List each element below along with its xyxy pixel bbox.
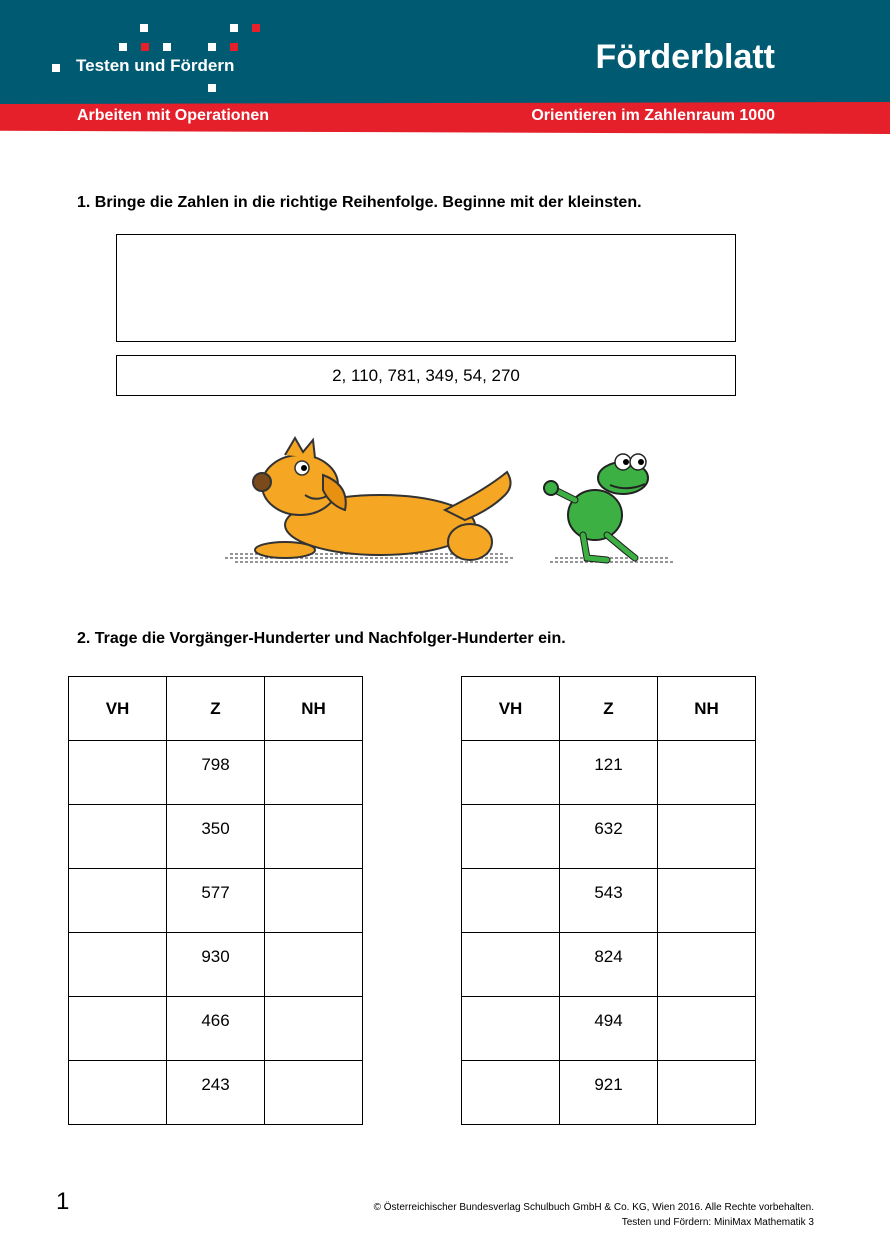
vh-answer-cell[interactable]: [69, 741, 167, 805]
z-value-cell: 243: [167, 1061, 265, 1125]
task2-instruction: 2. Trage die Vorgänger-Hunderter und Nachfolger-Hunderter ein.: [77, 630, 566, 647]
logo-square: [230, 24, 238, 32]
table-header-row: [69, 677, 363, 741]
logo-square: [208, 84, 216, 92]
vh-answer-cell[interactable]: [69, 869, 167, 933]
table-row: [69, 869, 363, 933]
table-row: [462, 805, 756, 869]
nh-answer-cell[interactable]: [658, 741, 756, 805]
table-row: [69, 741, 363, 805]
nh-answer-cell[interactable]: [658, 1061, 756, 1125]
z-value-cell: 121: [560, 741, 658, 805]
logo-square: [252, 24, 260, 32]
nh-answer-cell[interactable]: [265, 869, 363, 933]
nh-answer-cell[interactable]: [658, 869, 756, 933]
vh-answer-cell[interactable]: [69, 805, 167, 869]
table-header-row: [462, 677, 756, 741]
logo-square: [52, 64, 60, 72]
series-name: Testen und Fördern: MiniMax Mathematik 3: [621, 1217, 814, 1228]
logo-text: Testen und Fördern: [76, 56, 235, 75]
table-row: [462, 741, 756, 805]
table-row: [462, 933, 756, 997]
z-value-cell: 466: [167, 997, 265, 1061]
dog-icon: [253, 438, 511, 560]
column-header-nh: NH: [658, 677, 756, 741]
nh-answer-cell[interactable]: [265, 741, 363, 805]
vh-answer-cell[interactable]: [69, 1061, 167, 1125]
column-header-z: Z: [167, 677, 265, 741]
frog-icon: [544, 454, 648, 560]
header-bar: [0, 0, 890, 104]
column-header-z: Z: [560, 677, 658, 741]
copyright-notice: © Österreichischer Bundesverlag Schulbuch GmbH & Co. KG, Wien 2016. Alle Rechte vorbehalten.: [373, 1202, 814, 1213]
logo-square: [140, 24, 148, 32]
nh-answer-cell[interactable]: [265, 997, 363, 1061]
task2-table-right: [461, 676, 756, 1125]
z-value-cell: 921: [560, 1061, 658, 1125]
logo-square: [230, 43, 238, 51]
z-value-cell: 494: [560, 997, 658, 1061]
subtitle-topic: Arbeiten mit Operationen: [77, 107, 270, 124]
vh-answer-cell[interactable]: [69, 997, 167, 1061]
table-row: [462, 869, 756, 933]
task1-answer-box[interactable]: [116, 234, 736, 342]
z-value-cell: 632: [560, 805, 658, 869]
logo-square: [141, 43, 149, 51]
vh-answer-cell[interactable]: [462, 805, 560, 869]
task1-instruction: 1. Bringe die Zahlen in die richtige Reihenfolge. Beginne mit der kleinsten.: [77, 194, 642, 211]
vh-answer-cell[interactable]: [462, 997, 560, 1061]
vh-answer-cell[interactable]: [462, 933, 560, 997]
z-value-cell: 824: [560, 933, 658, 997]
z-value-cell: 543: [560, 869, 658, 933]
table-row: [462, 1061, 756, 1125]
vh-answer-cell[interactable]: [462, 741, 560, 805]
nh-answer-cell[interactable]: [658, 805, 756, 869]
logo-square: [119, 43, 127, 51]
nh-answer-cell[interactable]: [658, 933, 756, 997]
z-value-cell: 577: [167, 869, 265, 933]
vh-answer-cell[interactable]: [462, 869, 560, 933]
table-row: [69, 1061, 363, 1125]
vh-answer-cell[interactable]: [69, 933, 167, 997]
footer-text: [374, 1200, 814, 1230]
subtitle-subtopic: Orientieren im Zahlenraum 1000: [531, 107, 775, 124]
column-header-vh: VH: [462, 677, 560, 741]
page-title: Förderblatt: [595, 38, 775, 76]
task1-numbers-box: [116, 355, 736, 396]
logo-square: [163, 43, 171, 51]
table-row: [69, 997, 363, 1061]
nh-answer-cell[interactable]: [265, 805, 363, 869]
z-value-cell: 350: [167, 805, 265, 869]
nh-answer-cell[interactable]: [265, 933, 363, 997]
nh-answer-cell[interactable]: [658, 997, 756, 1061]
table-row: [69, 805, 363, 869]
column-header-vh: VH: [69, 677, 167, 741]
z-value-cell: 930: [167, 933, 265, 997]
nh-answer-cell[interactable]: [265, 1061, 363, 1125]
table-row: [69, 933, 363, 997]
z-value-cell: 798: [167, 741, 265, 805]
table-row: [462, 997, 756, 1061]
page-number: 1: [56, 1188, 70, 1215]
column-header-nh: NH: [265, 677, 363, 741]
task1-numbers: 2, 110, 781, 349, 54, 270: [332, 365, 520, 385]
logo-square: [208, 43, 216, 51]
vh-answer-cell[interactable]: [462, 1061, 560, 1125]
dog-and-frog-illustration: [215, 430, 685, 575]
task2-table-left: [68, 676, 363, 1125]
